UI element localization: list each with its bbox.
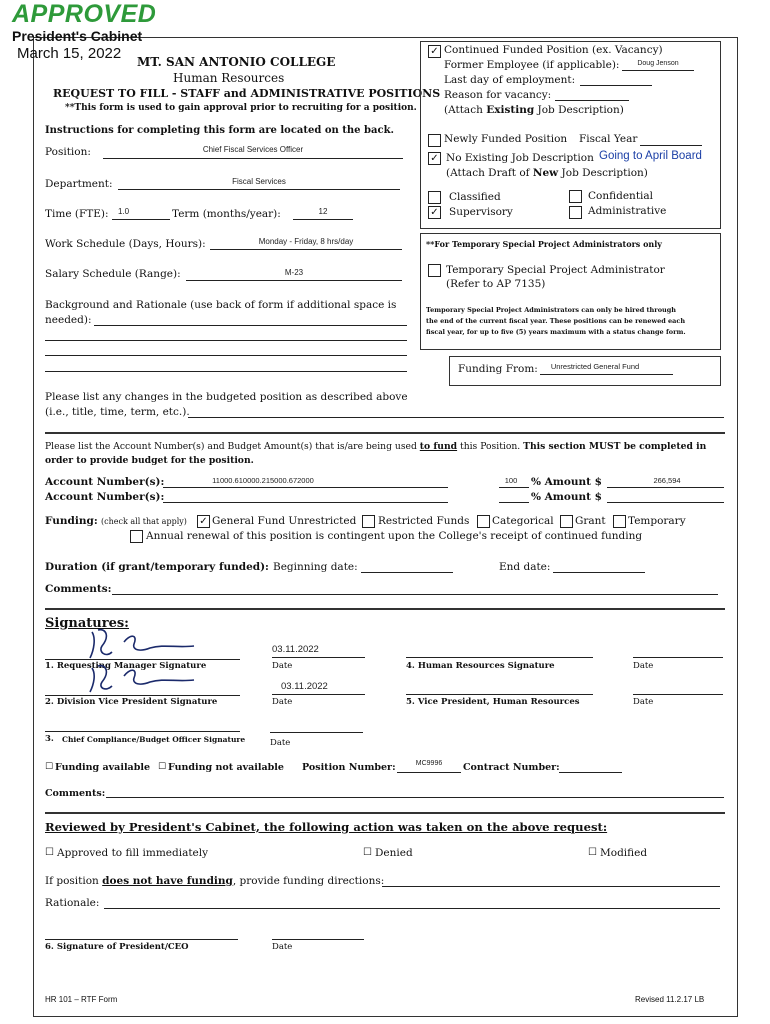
funding-from-label: Funding From: bbox=[458, 363, 538, 375]
former-employee-field[interactable] bbox=[622, 70, 694, 71]
date-line-6[interactable] bbox=[272, 939, 364, 940]
special-heading: **For Temporary Special Project Administrators only bbox=[426, 239, 662, 249]
attach-existing-bold: Existing bbox=[486, 104, 535, 116]
check-all-note: (check all that apply) bbox=[101, 517, 187, 526]
signature-2 bbox=[84, 662, 204, 698]
administrative-checkbox[interactable] bbox=[569, 206, 582, 219]
sig-label-3: Chief Compliance/Budget Officer Signature bbox=[62, 735, 246, 744]
funding-not-available-label: Funding not available bbox=[168, 762, 284, 773]
classified-checkbox[interactable] bbox=[428, 191, 441, 204]
sig-line-4[interactable] bbox=[406, 657, 593, 658]
department-value: Fiscal Services bbox=[232, 177, 286, 186]
end-date-field[interactable] bbox=[553, 572, 645, 573]
signature-1 bbox=[84, 624, 204, 664]
account-intro-pre: Please list the Account Number(s) and Budget Amount(s) that is/are being used bbox=[45, 441, 420, 452]
attach-existing-pre: (Attach bbox=[444, 104, 487, 116]
signatures-heading: Signatures: bbox=[45, 616, 129, 631]
temporary-label: Temporary bbox=[628, 515, 686, 527]
funding-label: Funding: bbox=[45, 515, 98, 527]
amount-label-1: % Amount $ bbox=[531, 476, 602, 488]
sig-line-1[interactable] bbox=[45, 659, 240, 660]
time-field[interactable] bbox=[112, 219, 170, 220]
salary-value: M-23 bbox=[284, 268, 304, 277]
account-label-2: Account Number(s): bbox=[45, 491, 165, 503]
comments-label-1: Comments: bbox=[45, 583, 112, 595]
duration-label: Duration (if grant/temporary funded): bbox=[45, 561, 269, 573]
stamp-date: March 15, 2022 bbox=[17, 45, 122, 62]
background-label: Background and Rationale (use back of form if additional space is bbox=[45, 299, 397, 311]
percent-value-1: 100 bbox=[504, 476, 518, 485]
account-label-1: Account Number(s): bbox=[45, 476, 165, 488]
amount-label-2: % Amount $ bbox=[531, 491, 602, 503]
divider-1 bbox=[45, 432, 725, 434]
background-line-4[interactable] bbox=[45, 371, 407, 372]
background-label-2: needed): bbox=[45, 314, 92, 326]
modified-label: Modified bbox=[600, 847, 648, 859]
fiscal-year-field[interactable] bbox=[640, 145, 702, 146]
footer-form: HR 101 – RTF Form bbox=[45, 995, 118, 1004]
rationale-label: Rationale: bbox=[45, 897, 100, 909]
tspa-label: Temporary Special Project Administrator bbox=[446, 264, 665, 276]
account-intro-underline: to fund bbox=[419, 441, 458, 452]
salary-label: Salary Schedule (Range): bbox=[45, 268, 181, 280]
no-funding-underline: does not have funding bbox=[102, 875, 233, 887]
amount-field-2[interactable] bbox=[607, 502, 724, 503]
attach-existing-post: Job Description) bbox=[534, 104, 624, 116]
contract-number-label: Contract Number: bbox=[463, 762, 560, 773]
amount-value-1: 266,594 bbox=[653, 476, 681, 485]
sig-line-2[interactable] bbox=[45, 695, 240, 696]
no-existing-label: No Existing Job Description bbox=[446, 152, 594, 164]
term-value: 12 bbox=[318, 207, 328, 216]
approved-stamp: APPROVED bbox=[12, 0, 157, 28]
schedule-value: Monday - Friday, 8 hrs/day bbox=[258, 237, 354, 246]
position-value: Chief Fiscal Services Officer bbox=[202, 145, 304, 154]
modified-checkbox[interactable]: ☐ bbox=[588, 847, 597, 858]
supervisory-label: Supervisory bbox=[449, 206, 513, 218]
background-line-3[interactable] bbox=[45, 355, 407, 356]
supervisory-checkbox[interactable]: ✓ bbox=[428, 206, 441, 219]
attach-new-post: Job Description) bbox=[558, 167, 648, 179]
date-line-3[interactable] bbox=[270, 732, 363, 733]
instructions: Instructions for completing this form are located on the back. bbox=[45, 125, 394, 136]
form-title: REQUEST TO FILL - STAFF and ADMINISTRATIVE POSITIONS bbox=[53, 87, 441, 100]
annual-renewal-checkbox[interactable] bbox=[130, 530, 143, 543]
divider-2 bbox=[45, 608, 725, 610]
divider-3 bbox=[45, 812, 725, 814]
contract-number-field[interactable] bbox=[559, 772, 622, 773]
cabinet-heading: Reviewed by President's Cabinet, the following action was taken on the above request: bbox=[45, 820, 608, 834]
date-line-1[interactable] bbox=[272, 657, 365, 658]
date-label-3: Date bbox=[270, 738, 291, 748]
dept-name: Human Resources bbox=[173, 71, 285, 85]
attach-new bbox=[446, 167, 648, 179]
department-label: Department: bbox=[45, 178, 113, 190]
percent-field-1[interactable] bbox=[499, 487, 529, 488]
approved-checkbox[interactable]: ☐ bbox=[45, 847, 54, 858]
reason-label-text: Reason for vacancy: bbox=[444, 89, 552, 101]
college-name: MT. SAN ANTONIO COLLEGE bbox=[137, 55, 336, 69]
background-line-2[interactable] bbox=[45, 340, 407, 341]
funding-available-label: Funding available bbox=[55, 762, 150, 773]
attach-new-pre: (Attach Draft of bbox=[446, 167, 533, 179]
sig-label-3-num: 3. bbox=[45, 734, 54, 744]
account-intro-bold: This section MUST be completed in bbox=[523, 441, 707, 452]
salary-field[interactable] bbox=[186, 280, 402, 281]
general-fund-checkbox[interactable]: ✓ bbox=[197, 515, 210, 528]
sig-label-5: 5. Vice President, Human Resources bbox=[406, 697, 580, 707]
position-number-label: Position Number: bbox=[302, 762, 396, 773]
beginning-date-label: Beginning date: bbox=[273, 561, 358, 573]
sig-label-6: 6. Signature of President/CEO bbox=[45, 942, 189, 952]
going-to-board: Going to April Board bbox=[599, 150, 702, 162]
no-existing-checkbox[interactable]: ✓ bbox=[428, 152, 441, 165]
sig-label-4: 4. Human Resources Signature bbox=[406, 661, 555, 671]
changes-line-1: Please list any changes in the budgeted position as described above bbox=[45, 391, 408, 403]
no-funding-label bbox=[45, 875, 384, 887]
categorical-label: Categorical bbox=[492, 515, 554, 527]
position-number-field[interactable] bbox=[397, 772, 461, 773]
no-funding-pre: If position bbox=[45, 875, 103, 887]
amount-field-1[interactable] bbox=[607, 487, 724, 488]
classified-label: Classified bbox=[449, 191, 501, 203]
position-label: Position: bbox=[45, 146, 91, 158]
date-label-2: Date bbox=[272, 697, 293, 707]
denied-label: Denied bbox=[375, 847, 413, 859]
tspa-ref: (Refer to AP 7135) bbox=[446, 278, 546, 290]
funding-not-available-box[interactable]: ☐ bbox=[158, 762, 167, 772]
account-field-2[interactable] bbox=[163, 502, 448, 503]
comments-field-2[interactable] bbox=[106, 797, 724, 798]
sig-line-5[interactable] bbox=[406, 694, 593, 695]
annual-renewal-label: Annual renewal of this position is contingent upon the College's receipt of continued funding bbox=[146, 530, 643, 542]
restricted-checkbox[interactable] bbox=[362, 515, 375, 528]
date-label-1: Date bbox=[272, 661, 293, 671]
no-funding-field[interactable] bbox=[382, 886, 720, 887]
schedule-field[interactable] bbox=[210, 249, 402, 250]
reason-field[interactable] bbox=[555, 100, 629, 101]
time-value: 1.0 bbox=[118, 207, 130, 216]
sig-label-1: 1. Requesting Manager Signature bbox=[45, 661, 207, 671]
end-date-label: End date: bbox=[499, 561, 551, 573]
department-field[interactable] bbox=[118, 189, 400, 190]
categorical-checkbox[interactable] bbox=[477, 515, 490, 528]
grant-label: Grant bbox=[575, 515, 606, 527]
date-line-5[interactable] bbox=[633, 694, 723, 695]
grant-checkbox[interactable] bbox=[560, 515, 573, 528]
attach-new-bold: New bbox=[532, 167, 559, 179]
denied-checkbox[interactable]: ☐ bbox=[363, 847, 372, 858]
changes-line-2: (i.e., title, time, term, etc.). bbox=[45, 406, 190, 418]
temporary-checkbox[interactable] bbox=[613, 515, 626, 528]
date-label-6: Date bbox=[272, 942, 293, 952]
continued-label: Continued Funded Position (ex. Vacancy) bbox=[444, 44, 663, 56]
changes-field[interactable] bbox=[188, 417, 724, 418]
funding-from-field[interactable] bbox=[540, 374, 673, 375]
reason-label bbox=[444, 89, 551, 101]
special-note-3: fiscal year, for up to five (5) years maximum with a status change form. bbox=[426, 328, 686, 336]
administrative-label: Administrative bbox=[588, 205, 667, 217]
percent-field-2[interactable] bbox=[499, 502, 529, 503]
date-line-2[interactable] bbox=[272, 694, 365, 695]
continued-checkbox[interactable]: ✓ bbox=[428, 45, 441, 58]
stamp-cabinet: President's Cabinet bbox=[12, 28, 143, 44]
footer-revised: Revised 11.2.17 LB bbox=[635, 995, 705, 1004]
term-field[interactable] bbox=[293, 219, 353, 220]
sig-line-6[interactable] bbox=[45, 939, 238, 940]
comments-field-1[interactable] bbox=[112, 594, 718, 595]
date-value-2: 03.11.2022 bbox=[281, 681, 328, 692]
date-label-4: Date bbox=[633, 661, 654, 671]
date-value-1: 03.11.2022 bbox=[272, 644, 319, 655]
schedule-label: Work Schedule (Days, Hours): bbox=[45, 238, 206, 250]
position-field[interactable] bbox=[103, 158, 403, 159]
position-number-value: MC9996 bbox=[415, 760, 443, 767]
general-fund-label: General Fund Unrestricted bbox=[212, 515, 357, 527]
funding-available-box[interactable]: ☐ bbox=[45, 762, 54, 772]
form-note: **This form is used to gain approval prior to recruiting for a position. bbox=[65, 103, 417, 113]
comments-label-2: Comments: bbox=[45, 788, 106, 799]
confidential-checkbox[interactable] bbox=[569, 190, 582, 203]
tspa-checkbox[interactable] bbox=[428, 264, 441, 277]
account-intro-post: this Position. bbox=[457, 441, 524, 452]
last-day-label: Last day of employment: bbox=[444, 74, 576, 86]
last-day-field[interactable] bbox=[580, 85, 652, 86]
account-intro-2: order to provide budget for the position. bbox=[45, 455, 254, 466]
no-funding-post: , provide funding directions: bbox=[232, 875, 385, 887]
approved-label: Approved to fill immediately bbox=[57, 847, 209, 859]
attach-existing bbox=[444, 104, 624, 116]
rationale-field[interactable] bbox=[104, 908, 720, 909]
former-employee-label: Former Employee (if applicable): bbox=[444, 59, 620, 71]
account-value-1: 11000.610000.215000.672000 bbox=[212, 476, 314, 485]
sig-line-3[interactable] bbox=[45, 731, 240, 732]
time-label: Time (FTE): bbox=[45, 208, 109, 220]
account-field-1[interactable] bbox=[163, 487, 448, 488]
term-label: Term (months/year): bbox=[172, 208, 281, 220]
confidential-label: Confidential bbox=[588, 190, 654, 202]
restricted-label: Restricted Funds bbox=[378, 515, 470, 527]
newly-funded-checkbox[interactable] bbox=[428, 134, 441, 147]
former-employee-value: Doug Jenson bbox=[637, 60, 679, 67]
fiscal-year-label: Fiscal Year bbox=[579, 133, 638, 145]
newly-funded-label: Newly Funded Position bbox=[444, 133, 568, 145]
background-line-1[interactable] bbox=[94, 325, 407, 326]
funding-from-value: Unrestricted General Fund bbox=[550, 362, 640, 371]
sig-label-2: 2. Division Vice President Signature bbox=[45, 697, 218, 707]
beginning-date-field[interactable] bbox=[361, 572, 453, 573]
date-line-4[interactable] bbox=[633, 657, 723, 658]
account-intro bbox=[45, 441, 706, 452]
special-note-2: the end of the current fiscal year. These positions can be renewed each bbox=[426, 317, 686, 325]
special-note-1: Temporary Special Project Administrators can only be hired through bbox=[426, 306, 677, 314]
date-label-5: Date bbox=[633, 697, 654, 707]
